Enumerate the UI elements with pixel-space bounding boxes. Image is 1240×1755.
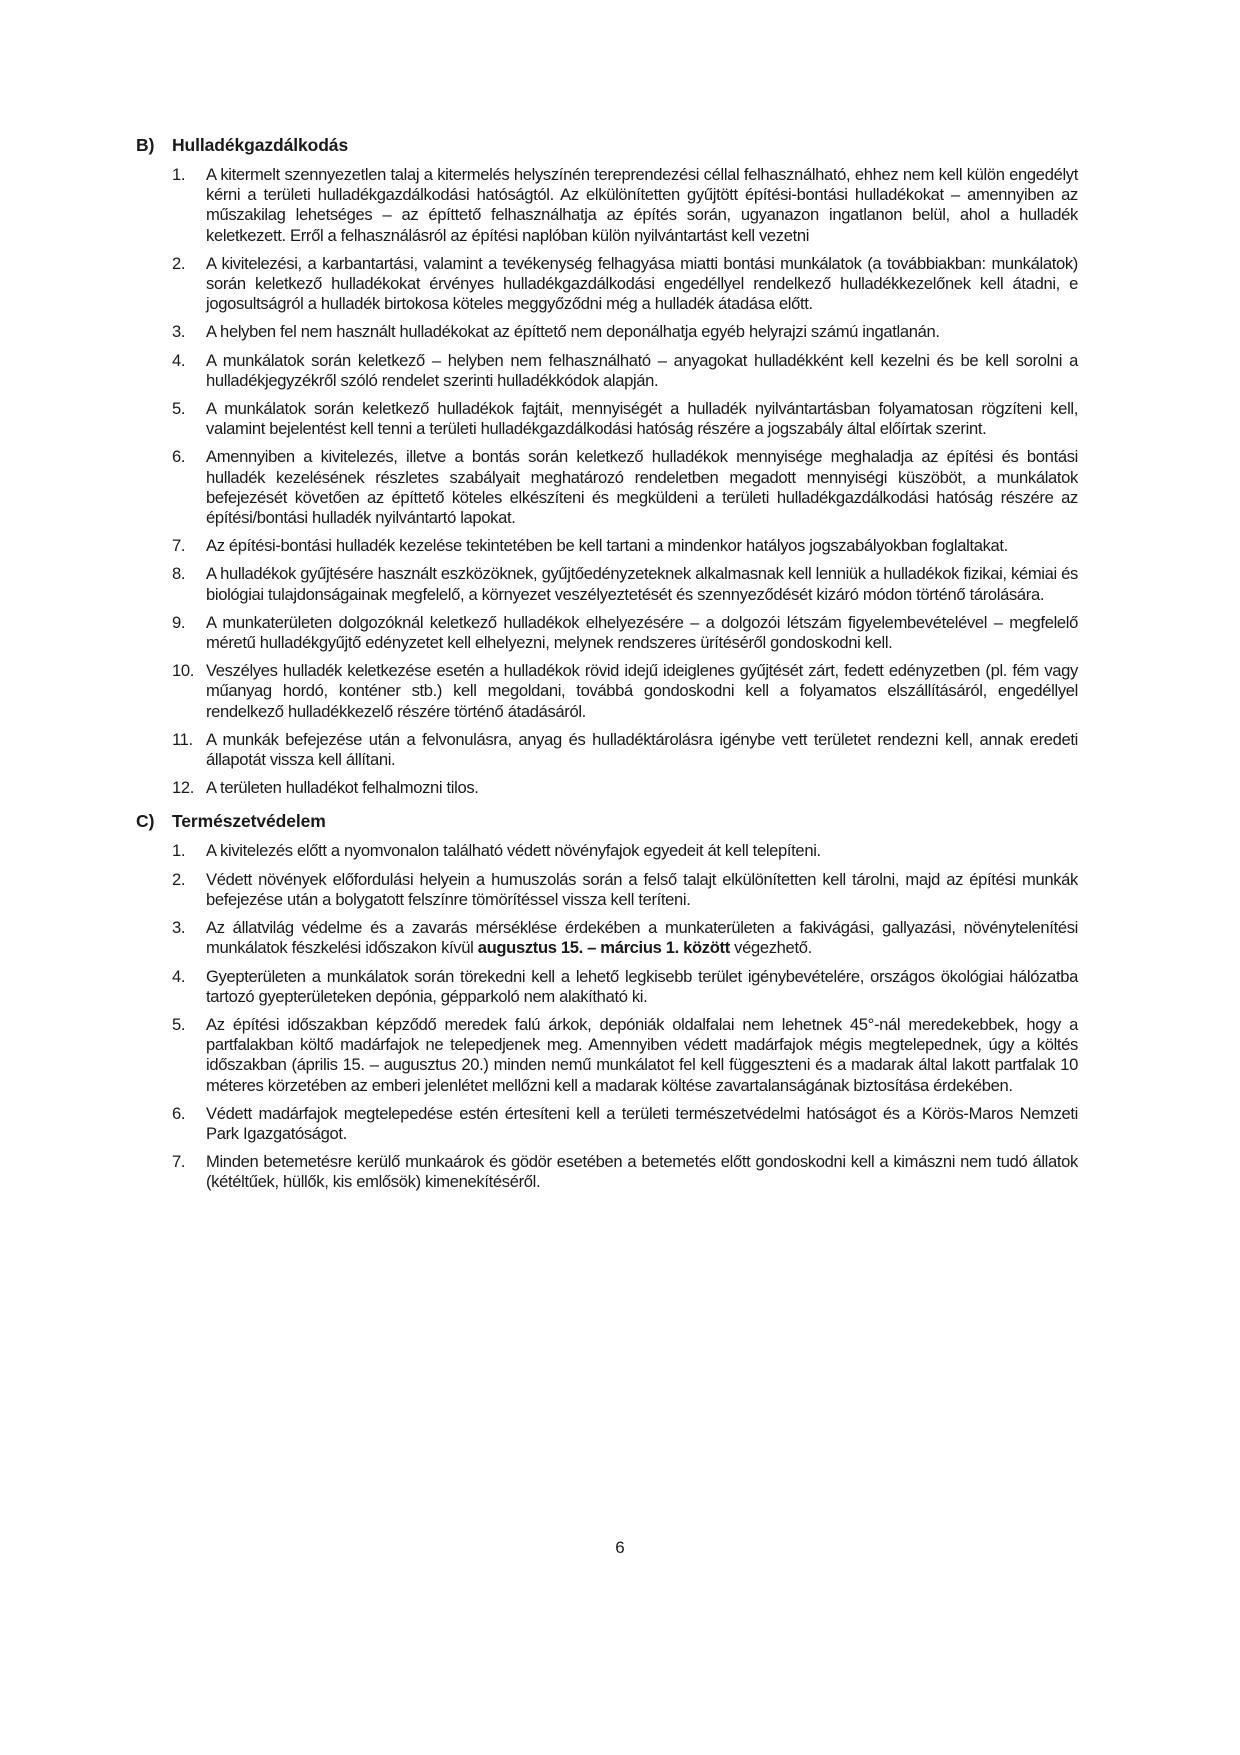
item-text-bold-period: augusztus 15. – március 1. között <box>477 938 730 958</box>
item-text: A munkálatok során keletkező – helyben nem felhasználható – anyagokat hulladékként kell kezelni és be kell sorolni a hulladékjegyzékről szóló rendelet szerinti hulladékkódok alapján. <box>206 350 1078 390</box>
section-heading-nature-conservation <box>136 810 1078 832</box>
item-text: A kitermelt szennyezetlen talaj a kitermelés helyszínén tereprendezési céllal felhasználható, ehhez nem kell külön engedélyt kérni a területi hulladékgazdálkodási hatóságtól. Az elkülönítetten gyűjtött építési-bontási hulladékokat – amennyiben az műszakilag lehetséges – az építtető felhasználhatja az építés során, ugyanazon ingatlanon belül, ahol a hulladék keletkezett. Erről a felhasználásról az építési naplóban külön nyilvántartást kell vezetni <box>206 165 1078 245</box>
item-text: A kivitelezési, a karbantartási, valamint a tevékenység felhagyása miatti bontási munkálatok (a továbbiakban: munkálatok) során keletkező hulladékokat érvényes hulladékgazdálkodási engedéllyel rendelkező hulladékkezelőnek kell átadni, e jogosultságról a hulladék birtokosa köteles meggyőződni még a hulladék átadása előtt. <box>206 253 1078 314</box>
item-number: 5. <box>172 1014 186 1034</box>
list-item <box>136 778 1078 798</box>
list-item <box>136 399 1078 439</box>
item-text <box>206 918 1078 958</box>
item-text-lead: Az állatvilág védelme és a zavarás mérséklése érdekében a munkaterületen a fakivágási, gallyazási, növénytelenítési munkálatok fészkelési időszakon kívül <box>206 918 1078 958</box>
item-text: Védett növények előfordulási helyein a humuszolás során a felső talajt elkülönítetten kell tárolni, majd az építési munkák befejezése után a bolygatott felszínre tömörítéssel vissza kell teríteni. <box>206 869 1078 909</box>
item-text: A munkálatok során keletkező hulladékok fajtáit, mennyiségét a hulladék nyilvántartásban folyamatosan rögzíteni kell, valamint bejelentést kell tenni a területi hulladékgazdálkodási hatóság részére a jogszabály által előírtak szerint. <box>206 399 1078 439</box>
list-item <box>136 447 1078 528</box>
list-item <box>136 613 1078 653</box>
item-number: 1. <box>172 165 186 184</box>
section-title: Természetvédelem <box>172 811 326 832</box>
item-number: 7. <box>172 1152 186 1172</box>
item-number: 4. <box>172 350 186 370</box>
list-item <box>136 841 1078 861</box>
waste-management-list <box>136 165 1078 798</box>
list-item <box>136 870 1078 910</box>
list-item <box>136 1152 1078 1192</box>
item-number: 3. <box>172 322 186 342</box>
list-item <box>136 1104 1078 1144</box>
item-number: 12. <box>172 778 195 798</box>
section-heading-waste-management <box>136 134 1078 156</box>
nature-conservation-list <box>136 841 1078 1192</box>
list-item <box>136 918 1078 958</box>
item-number: 6. <box>172 1103 186 1123</box>
list-item <box>136 967 1078 1007</box>
item-number: 3. <box>172 918 186 938</box>
item-text: A helyben fel nem használt hulladékokat az építtető nem deponálhatja egyéb helyrajzi számú ingatlanán. <box>206 322 940 342</box>
item-number: 2. <box>172 253 186 273</box>
item-number: 10. <box>172 661 195 681</box>
page-content <box>136 134 1078 1205</box>
item-text: Az építési-bontási hulladék kezelése tekintetében be kell tartani a mindenkor hatályos jogszabályokban foglaltakat. <box>206 536 1008 556</box>
item-number: 4. <box>172 966 186 986</box>
section-label: C) <box>136 811 155 832</box>
item-number: 5. <box>172 399 186 419</box>
item-text: A területen hulladékot felhalmozni tilos. <box>206 778 479 798</box>
list-item <box>136 322 1078 342</box>
item-number: 1. <box>172 841 186 861</box>
list-item <box>136 536 1078 556</box>
item-text: Az építési időszakban képződő meredek falú árkok, depóniák oldalfalai nem lehetnek 45°-nál meredekebbek, hogy a partfalakban költő madárfajok ne telepedjenek meg. Amennyiben védett madárfajok mégis megtelepednek, úgy a költés időszakban (április 15. – augusztus 20.) minden nemű munkálatot fel kell függeszteni és a madarak által lakott partfalak 10 méteres körzetében az emberi jelenlétet mellőzni kell a madarak költése zavartalanságának biztosítása érdekében. <box>206 1014 1078 1095</box>
item-number: 11. <box>172 729 193 749</box>
item-number: 8. <box>172 564 186 584</box>
item-text: Amennyiben a kivitelezés, illetve a bontás során keletkező hulladékok mennyisége meghaladja az építési és bontási hulladék kezelésének részletes szabályait meghatározó rendeletben megadott mennyiségi küszöböt, a munkálatok befejezését követően az építtető köteles elkészíteni és megküldeni a területi hulladékgazdálkodási hatóság részére az építési/bontási hulladék nyilvántartó lapokat. <box>206 447 1078 528</box>
item-text-tail: végezhető. <box>729 938 812 958</box>
item-text: A munkaterületen dolgozóknál keletkező hulladékok elhelyezésére – a dolgozói létszám figyelembevételével – megfelelő méretű hulladékgyűjtő edényzetet kell elhelyezni, melynek rendszeres ürítéséről gondoskodni kell. <box>206 612 1078 653</box>
item-text: A munkák befejezése után a felvonulásra, anyag és hulladéktárolásra igénybe vett területet rendezni kell, annak eredeti állapotát vissza kell állítani. <box>206 729 1078 770</box>
item-text: Minden betemetésre kerülő munkaárok és gödör esetében a betemetés előtt gondoskodni kell a kimászni nem tudó állatok (kétéltűek, hüllők, kis emlősök) kimenekítéséről. <box>206 1152 1078 1192</box>
list-item <box>136 351 1078 391</box>
list-item <box>136 254 1078 315</box>
item-number: 9. <box>172 612 186 632</box>
section-label: B) <box>136 135 155 155</box>
item-number: 6. <box>172 447 186 467</box>
item-text: A kivitelezés előtt a nyomvonalon található védett növényfajok egyedeit át kell telepíteni. <box>206 841 821 861</box>
list-item <box>136 730 1078 770</box>
item-number: 2. <box>172 869 186 889</box>
list-item <box>136 661 1078 722</box>
item-text: Veszélyes hulladék keletkezése esetén a hulladékok rövid idejű ideiglenes gyűjtését zárt, fedett edényzetben (pl. fém vagy műanyag hordó, konténer stb.) kell megoldani, továbbá gondoskodni kell a folyamatos elszállításáról, engedéllyel rendelkező hulladékkezelő részére történő átadásáról. <box>206 661 1078 721</box>
item-text: Védett madárfajok megtelepedése estén értesíteni kell a területi természetvédelmi hatóságot és a Körös-Maros Nemzeti Park Igazgatóságot. <box>206 1103 1078 1143</box>
page-number: 6 <box>615 1538 625 1557</box>
list-item <box>136 165 1078 246</box>
list-item <box>136 1015 1078 1096</box>
list-item <box>136 564 1078 604</box>
section-title: Hulladékgazdálkodás <box>172 135 349 155</box>
item-text: A hulladékok gyűjtésére használt eszközöknek, gyűjtőedényzeteknek alkalmasnak kell lenniük a hulladékok fizikai, kémiai és biológiai tulajdonságainak megfelelő, a környezet veszélyeztetését és szennyeződését kizáró módon történő tárolására. <box>206 564 1078 604</box>
item-number: 7. <box>172 536 186 556</box>
item-text: Gyepterületen a munkálatok során törekedni kell a lehető legkisebb terület igénybevételére, országos ökológiai hálózatba tartozó gyepterületeken depónia, gépparkoló nem alakítható ki. <box>206 966 1078 1006</box>
